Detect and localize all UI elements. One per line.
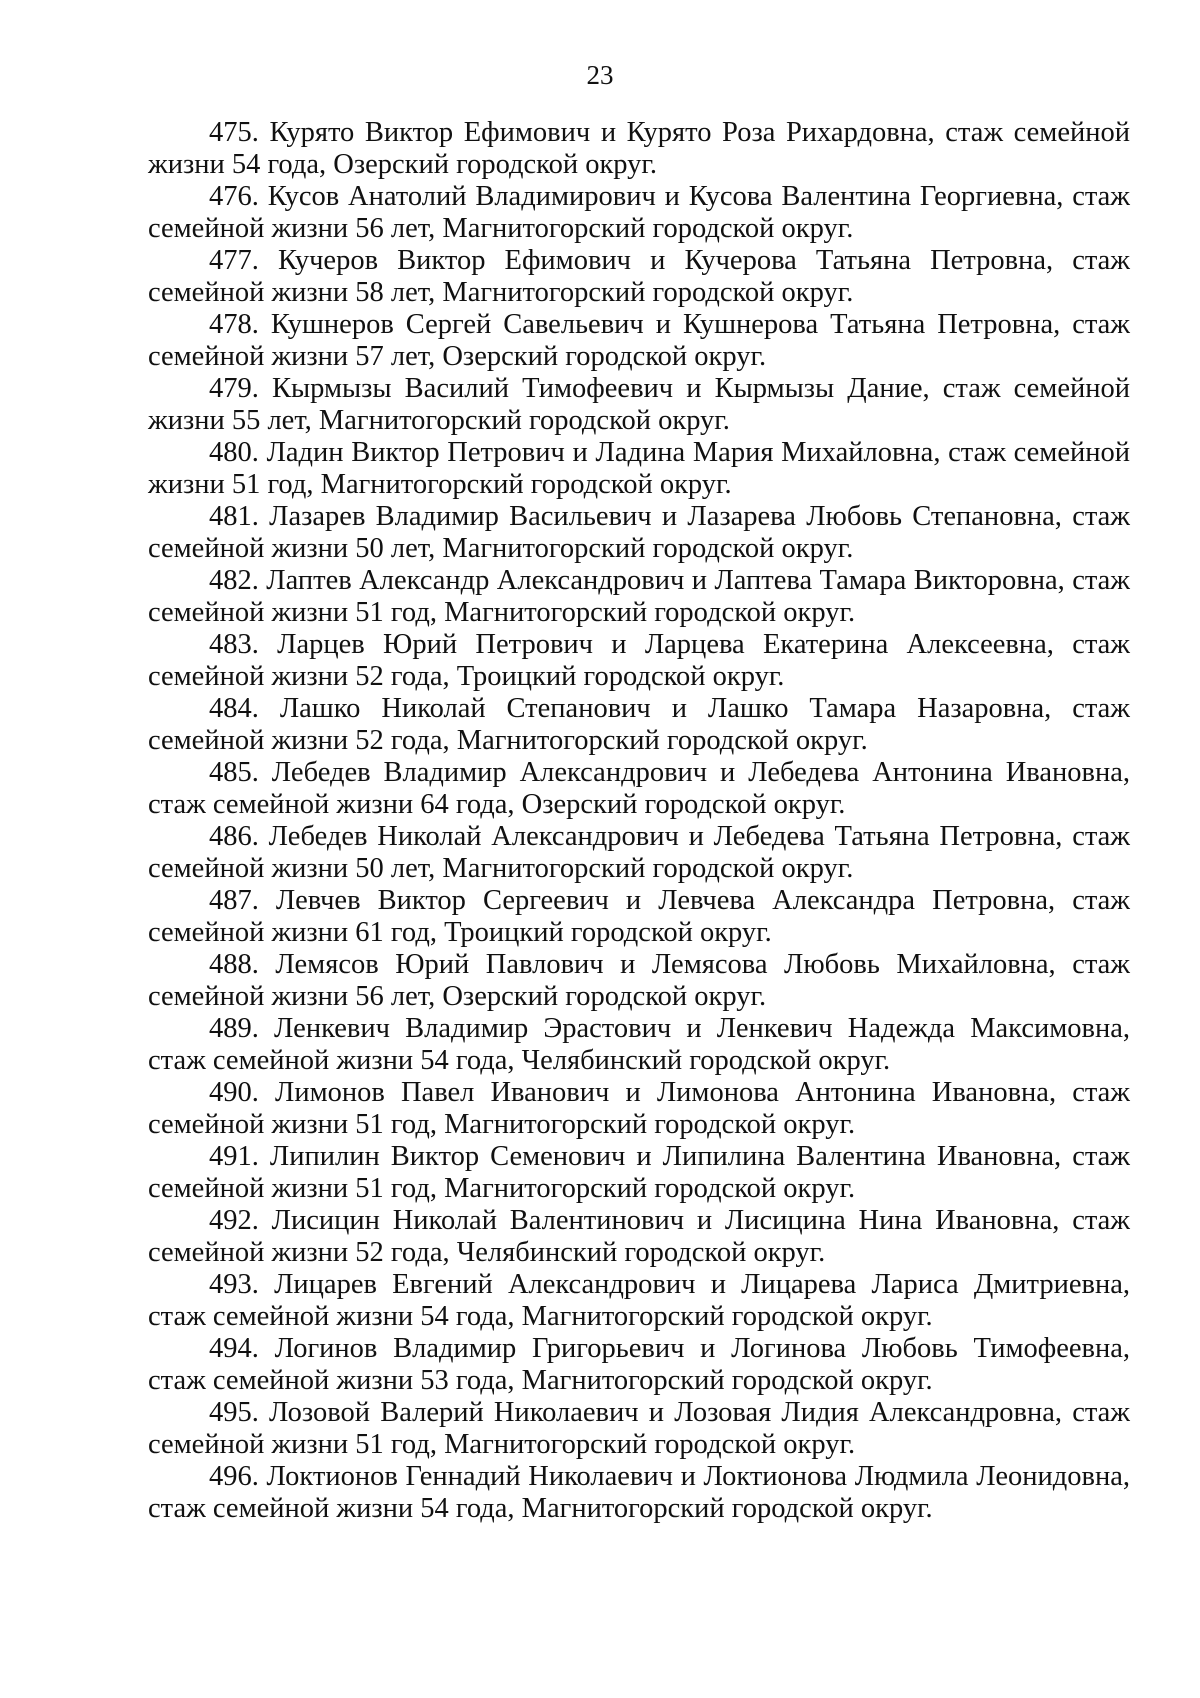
list-item: 494. Логинов Владимир Григорьевич и Логинова Любовь Тимофеевна, стаж семейной жизни 53 года, Магнитогорский городской округ. [148,1333,1130,1396]
list-item: 481. Лазарев Владимир Васильевич и Лазарева Любовь Степановна, стаж семейной жизни 50 лет, Магнитогорский городской округ. [148,501,1130,564]
page-number: 23 [586,60,614,90]
list-item: 478. Кушнеров Сергей Савельевич и Кушнерова Татьяна Петровна, стаж семейной жизни 57 лет, Озерский городской округ. [148,309,1130,372]
list-item: 495. Лозовой Валерий Николаевич и Лозовая Лидия Александровна, стаж семейной жизни 51 год, Магнитогорский городской округ. [148,1397,1130,1460]
list-item: 496. Локтионов Геннадий Николаевич и Локтионова Людмила Леонидовна, стаж семейной жизни 54 года, Магнитогорский городской округ. [148,1461,1130,1524]
list-item: 483. Ларцев Юрий Петрович и Ларцева Екатерина Алексеевна, стаж семейной жизни 52 года, Троицкий городской округ. [148,629,1130,692]
list-item: 480. Ладин Виктор Петрович и Ладина Мария Михайловна, стаж семейной жизни 51 год, Магнитогорский городской округ. [148,437,1130,500]
list-item: 490. Лимонов Павел Иванович и Лимонова Антонина Ивановна, стаж семейной жизни 51 год, Магнитогорский городской округ. [148,1077,1130,1140]
list-item: 492. Лисицин Николай Валентинович и Лисицина Нина Ивановна, стаж семейной жизни 52 года, Челябинский городской округ. [148,1205,1130,1268]
list-item: 477. Кучеров Виктор Ефимович и Кучерова Татьяна Петровна, стаж семейной жизни 58 лет, Магнитогорский городской округ. [148,245,1130,308]
list-item: 485. Лебедев Владимир Александрович и Лебедева Антонина Ивановна, стаж семейной жизни 64 года, Озерский городской округ. [148,757,1130,820]
list-item: 488. Лемясов Юрий Павлович и Лемясова Любовь Михайловна, стаж семейной жизни 56 лет, Озерский городской округ. [148,949,1130,1012]
list-item: 484. Лашко Николай Степанович и Лашко Тамара Назаровна, стаж семейной жизни 52 года, Магнитогорский городской округ. [148,693,1130,756]
list-item: 491. Липилин Виктор Семенович и Липилина Валентина Ивановна, стаж семейной жизни 51 год, Магнитогорский городской округ. [148,1141,1130,1204]
list-item: 476. Кусов Анатолий Владимирович и Кусова Валентина Георгиевна, стаж семейной жизни 56 лет, Магнитогорский городской округ. [148,181,1130,244]
list-item: 487. Левчев Виктор Сергеевич и Левчева Александра Петровна, стаж семейной жизни 61 год, Троицкий городской округ. [148,885,1130,948]
list-item: 479. Кырмызы Василий Тимофеевич и Кырмызы Дание, стаж семейной жизни 55 лет, Магнитогорский городской округ. [148,373,1130,436]
list-item: 486. Лебедев Николай Александрович и Лебедева Татьяна Петровна, стаж семейной жизни 50 лет, Магнитогорский городской округ. [148,821,1130,884]
list-item: 482. Лаптев Александр Александрович и Лаптева Тамара Викторовна, стаж семейной жизни 51 год, Магнитогорский городской округ. [148,565,1130,628]
award-list [148,117,1130,1525]
list-item: 489. Ленкевич Владимир Эрастович и Ленкевич Надежда Максимовна, стаж семейной жизни 54 года, Челябинский городской округ. [148,1013,1130,1076]
list-item: 493. Лицарев Евгений Александрович и Лицарева Лариса Дмитриевна, стаж семейной жизни 54 года, Магнитогорский городской округ. [148,1269,1130,1332]
list-item: 475. Курято Виктор Ефимович и Курято Роза Рихардовна, стаж семейной жизни 54 года, Озерский городской округ. [148,117,1130,180]
